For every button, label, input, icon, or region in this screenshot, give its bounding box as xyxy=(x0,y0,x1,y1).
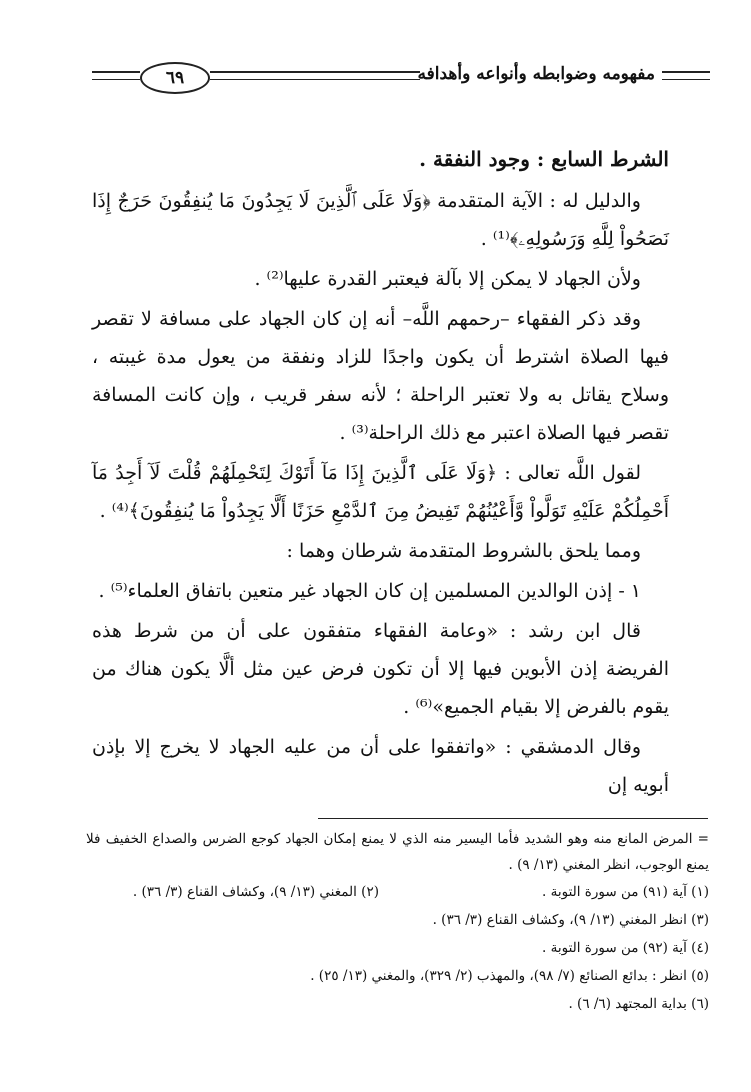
paragraph-dimashqi: وقال الدمشقي : «واتفقوا على أن من عليه الجهاد لا يخرج إلا بإذن أبويه إن xyxy=(92,736,669,796)
header-rule-middle-top xyxy=(210,71,420,73)
paragraph-ibn-rushd: قال ابن رشد : «وعامة الفقهاء متفقون على أن من شرط هذه الفريضة إذن الأبوين فيها إلا أن تكون فرض عين مثل ألَّا يكون هناك من يقوم بالفرض إلا بقيام الجميع»⁽⁶⁾ . xyxy=(92,620,669,718)
footnote-separator xyxy=(318,818,708,819)
paragraph-evidence: والدليل له : الآية المتقدمة ﴿وَلَا عَلَى ٱلَّذِينَ لَا يَجِدُونَ مَا يُنفِقُونَ حَرَجٌ إِذَا نَصَحُواْ لِلَّهِ وَرَسُولِهِۦ﴾⁽¹⁾ . xyxy=(92,190,669,250)
header-rule-middle-bottom xyxy=(210,79,420,80)
header-rule-right-top xyxy=(662,71,710,73)
footnote-continuation: = المرض المانع منه وهو الشديد فأما اليسير منه الذي لا يمنع إمكان الجهاد كوجع الضرس والصداع الخفيف فلا يمنع الوجوب، انظر المغني (١٣/ ٩) . xyxy=(86,831,709,873)
chapter-title: مفهومه وضوابطه وأنواعه وأهدافه xyxy=(417,64,655,84)
paragraph-jurists: وقد ذكر الفقهاء –رحمهم اللَّه– أنه إن كان الجهاد على مسافة لا تقصر فيها الصلاة اشترط أن يكون واجدًا للزاد ونفقة من يعول مدة غيبته ، وسلاح يقاتل به ولا تعتبر الراحلة ؛ لأنه سفر قريب ، وإن كانت المسافة تقصر فيها الصلاة اعتبر مع ذلك الراحلة⁽³⁾ . xyxy=(92,308,669,444)
footnote-2: (٢) المغني (١٣/ ٩)، وكشاف القناع (٣/ ٣٦) . xyxy=(132,884,379,900)
footnote-3: (٣) انظر المغني (١٣/ ٩)، وكشاف القناع (٣/ ٣٦) . xyxy=(432,912,709,928)
header-rule-left-bottom xyxy=(92,79,140,80)
footnote-5: (٥) انظر : بدائع الصنائع (٧/ ٩٨)، والمهذب (٢/ ٣٢٩)، والمغني (١٣/ ٢٥) . xyxy=(310,968,709,984)
footnote-row xyxy=(86,878,709,906)
paragraph-tool: ولأن الجهاد لا يمكن إلا بآلة فيعتبر القدرة عليها⁽²⁾ . xyxy=(254,268,641,290)
footnotes xyxy=(86,826,709,1018)
paragraph-additional-conditions: ومما يلحق بالشروط المتقدمة شرطان وهما : xyxy=(286,540,641,562)
header-rule-right-bottom xyxy=(662,79,710,80)
condition-heading: الشرط السابع : وجود النفقة . xyxy=(419,147,669,171)
footnote-6: (٦) بداية المجتهد (٦/ ٦) . xyxy=(568,996,709,1012)
footnote-1: (١) آية (٩١) من سورة التوبة . xyxy=(542,884,709,900)
paragraph-parents-permission: ١ - إذن الوالدين المسلمين إن كان الجهاد غير متعين باتفاق العلماء⁽⁵⁾ . xyxy=(98,580,641,602)
header-rule-left-top xyxy=(92,71,140,73)
page-number: ٦٩ xyxy=(140,62,210,94)
main-text xyxy=(92,140,669,806)
footnote-4: (٤) آية (٩٢) من سورة التوبة . xyxy=(542,940,709,956)
paragraph-quran-verse: لقول اللَّه تعالى : ﴿وَلَا عَلَى ٱلَّذِينَ إِذَا مَآ أَتَوْكَ لِتَحْمِلَهُمْ قُلْتَ لَآ أَجِدُ مَآ أَحْمِلُكُمْ عَلَيْهِ تَوَلَّواْ وَّأَعْيُنُهُمْ تَفِيضُ مِنَ ٱلدَّمْعِ حَزَنًا أَلَّا يَجِدُواْ مَا يُنفِقُونَ﴾⁽⁴⁾ . xyxy=(92,462,669,522)
